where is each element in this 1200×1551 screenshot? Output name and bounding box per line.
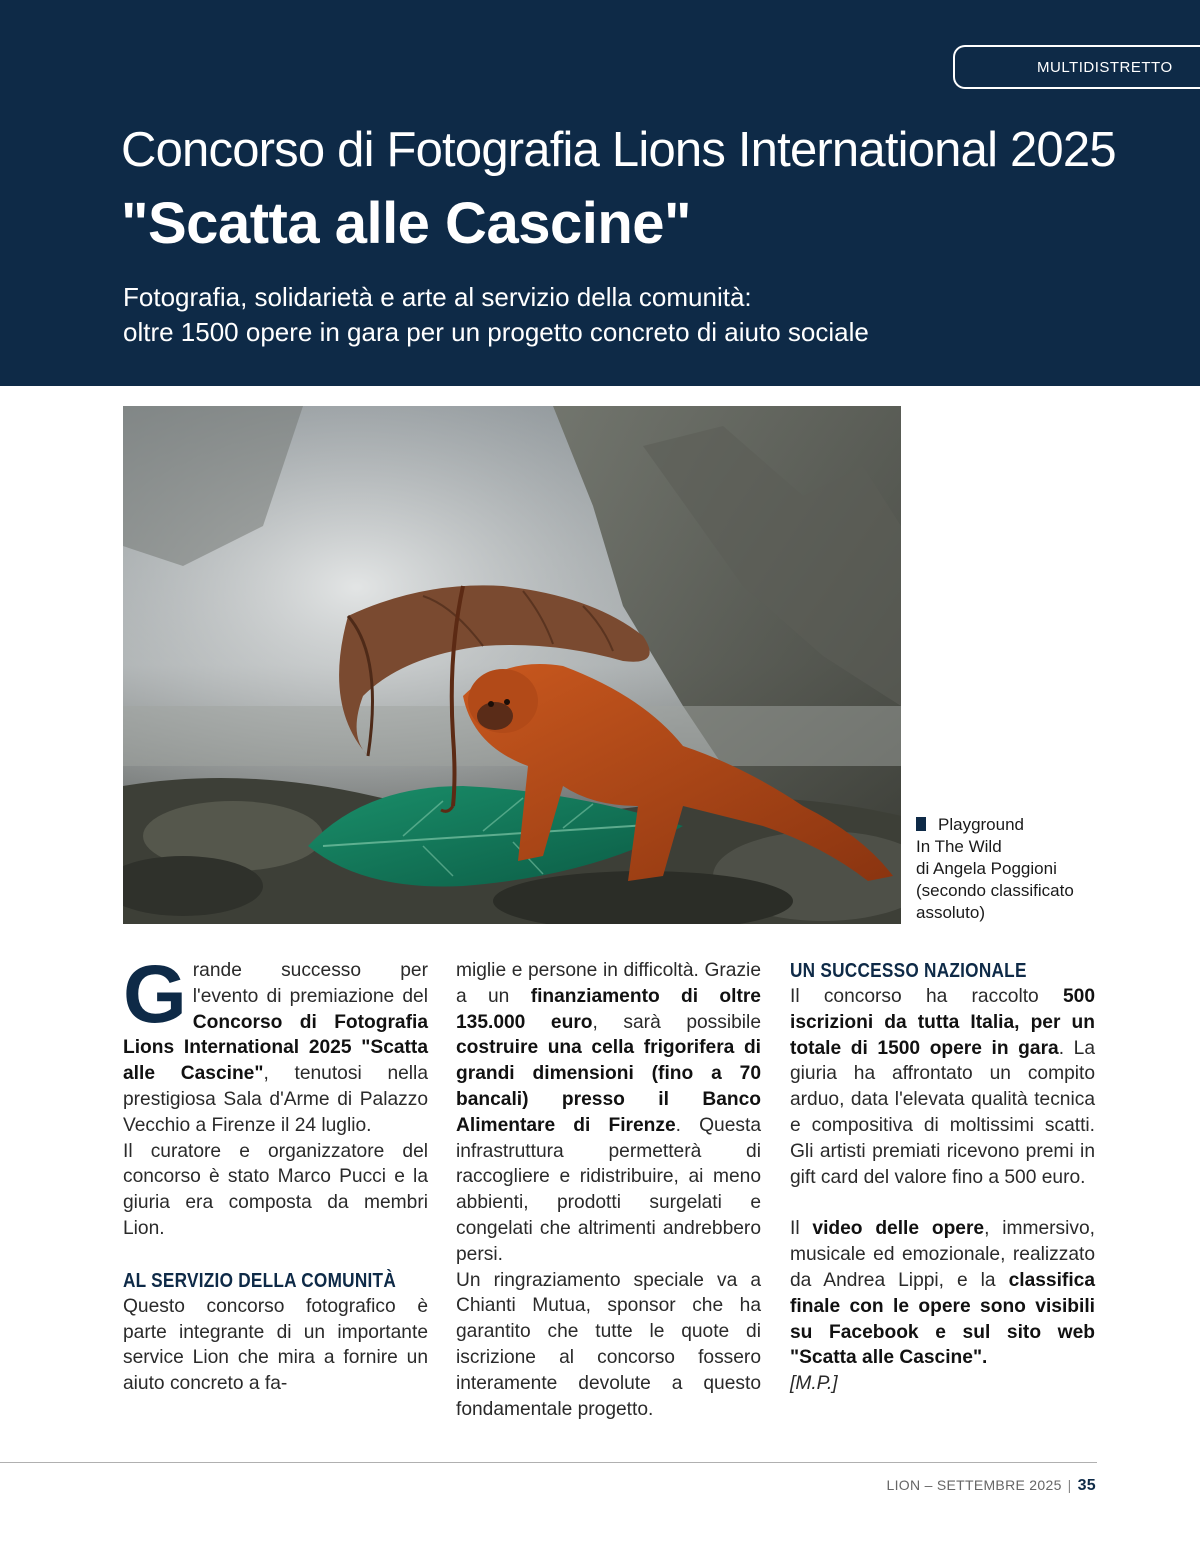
paragraph-thanks: Un ringraziamento speciale va a Chianti Mutua, sponsor che ha garantito che tutte le quote di iscrizione al concorso fossero interamente devolute a questo fondamentale progetto.: [456, 1269, 761, 1420]
spacer: [123, 1242, 428, 1268]
bold-text: video delle opere: [812, 1218, 985, 1240]
orangutan-photo: [123, 406, 901, 924]
caption-marker-icon: [916, 817, 926, 831]
caption-line-1: Playground: [938, 815, 1025, 834]
caption-line-3: di Angela Poggioni: [916, 859, 1057, 878]
page-footer: [887, 1477, 1096, 1495]
text: Il: [790, 1218, 813, 1240]
text: Il concorso ha raccolto: [790, 986, 1063, 1007]
footer-divider: [0, 1462, 1097, 1463]
column-2: [456, 958, 761, 1422]
bold-text: 500 iscrizioni da tutta Italia, per un totale di 1500 opere in gara: [790, 986, 1095, 1059]
footer-separator: |: [1067, 1477, 1072, 1493]
orangutan-under-leaf-photo-icon: [123, 406, 901, 924]
subtitle-line-2: oltre 1500 opere in gara per un progetto concreto di aiuto sociale: [123, 317, 869, 347]
text: , immersivo, musicale ed emozionale, realizzato da Andrea Lippi, e la: [790, 1218, 1095, 1291]
article-title: Concorso di Fotografia Lions International 2025: [121, 123, 1116, 177]
header-banner: [0, 0, 1200, 386]
paragraph-funding: [456, 958, 761, 1268]
caption-line-2: In The Wild: [916, 837, 1002, 856]
paragraph-curator: Il curatore e organizzatore del concorso è stato Marco Pucci e la giuria era composta da membri Lion.: [123, 1140, 428, 1239]
text: . Questa infrastruttura permetterà di raccogliere e ridistribuire, ai meno abbienti, prodotti surgelati e congelati che altrimenti andrebbero persi.: [456, 1114, 761, 1265]
bold-text: classifica finale con le opere sono visibili su Facebook e sul sito web "Scatta alle Cascine".: [790, 1269, 1095, 1369]
text: miglie e persone in difficoltà. Grazie a un: [456, 960, 761, 1007]
text: , sarà possibile: [592, 1011, 761, 1033]
article-title-emphasis: "Scatta alle Cascine": [121, 191, 692, 256]
column-1: [123, 949, 428, 1397]
bold-text: Concorso di Fotografia Lions International 2025 "Scatta alle Cascine": [123, 1011, 428, 1085]
author-signature: [M.P.]: [790, 1373, 838, 1395]
section-heading-national: UN SUCCESSO NAZIONALE: [790, 960, 1027, 982]
text: , tenutosi nella prestigiosa Sala d'Arme di Palazzo Vecchio a Firenze il 24 luglio.: [123, 1063, 428, 1136]
caption-line-5: assoluto): [916, 903, 985, 922]
bold-text: finanziamento di oltre 135.000 euro: [456, 985, 761, 1033]
photo-caption: [916, 814, 1116, 924]
text: rande successo per l'evento di premiazione del: [192, 960, 428, 1007]
text: . La giuria ha affrontato un compito arduo, data l'elevata qualità tecnica e compositiva di moltissimi scatti. Gli artisti premiati ricevono premi in gift card del valore fino a 500 euro.: [790, 1037, 1095, 1188]
paragraph-intro: [123, 949, 428, 1139]
bold-text: costruire una cella frigorifera di grandi dimensioni (fino a 70 bancali) presso il Banco Alimentare di Firenze: [456, 1037, 761, 1136]
section-tag: MULTIDISTRETTO: [953, 45, 1200, 89]
caption-title-line: [916, 814, 1116, 836]
column-3: [790, 958, 1095, 1397]
section-heading-community: AL SERVIZIO DELLA COMUNITÀ: [123, 1269, 397, 1292]
paragraph-service: Questo concorso fotografico è parte integrante di un importante service Lion che mira a fornire un aiuto concreto a fa-: [123, 1295, 428, 1395]
subtitle-line-1: Fotografia, solidarietà e arte al servizio della comunità:: [123, 282, 752, 312]
paragraph-video: [790, 1216, 1095, 1371]
paragraph-success: [790, 984, 1095, 1190]
caption-line-4: (secondo classificato: [916, 881, 1074, 900]
spacer: [790, 1190, 1095, 1216]
footer-magazine: LION – SETTEMBRE 2025: [886, 1477, 1062, 1493]
article-subtitle: [123, 280, 869, 350]
drop-cap: G: [123, 949, 187, 1040]
page-number: 35: [1077, 1477, 1096, 1494]
